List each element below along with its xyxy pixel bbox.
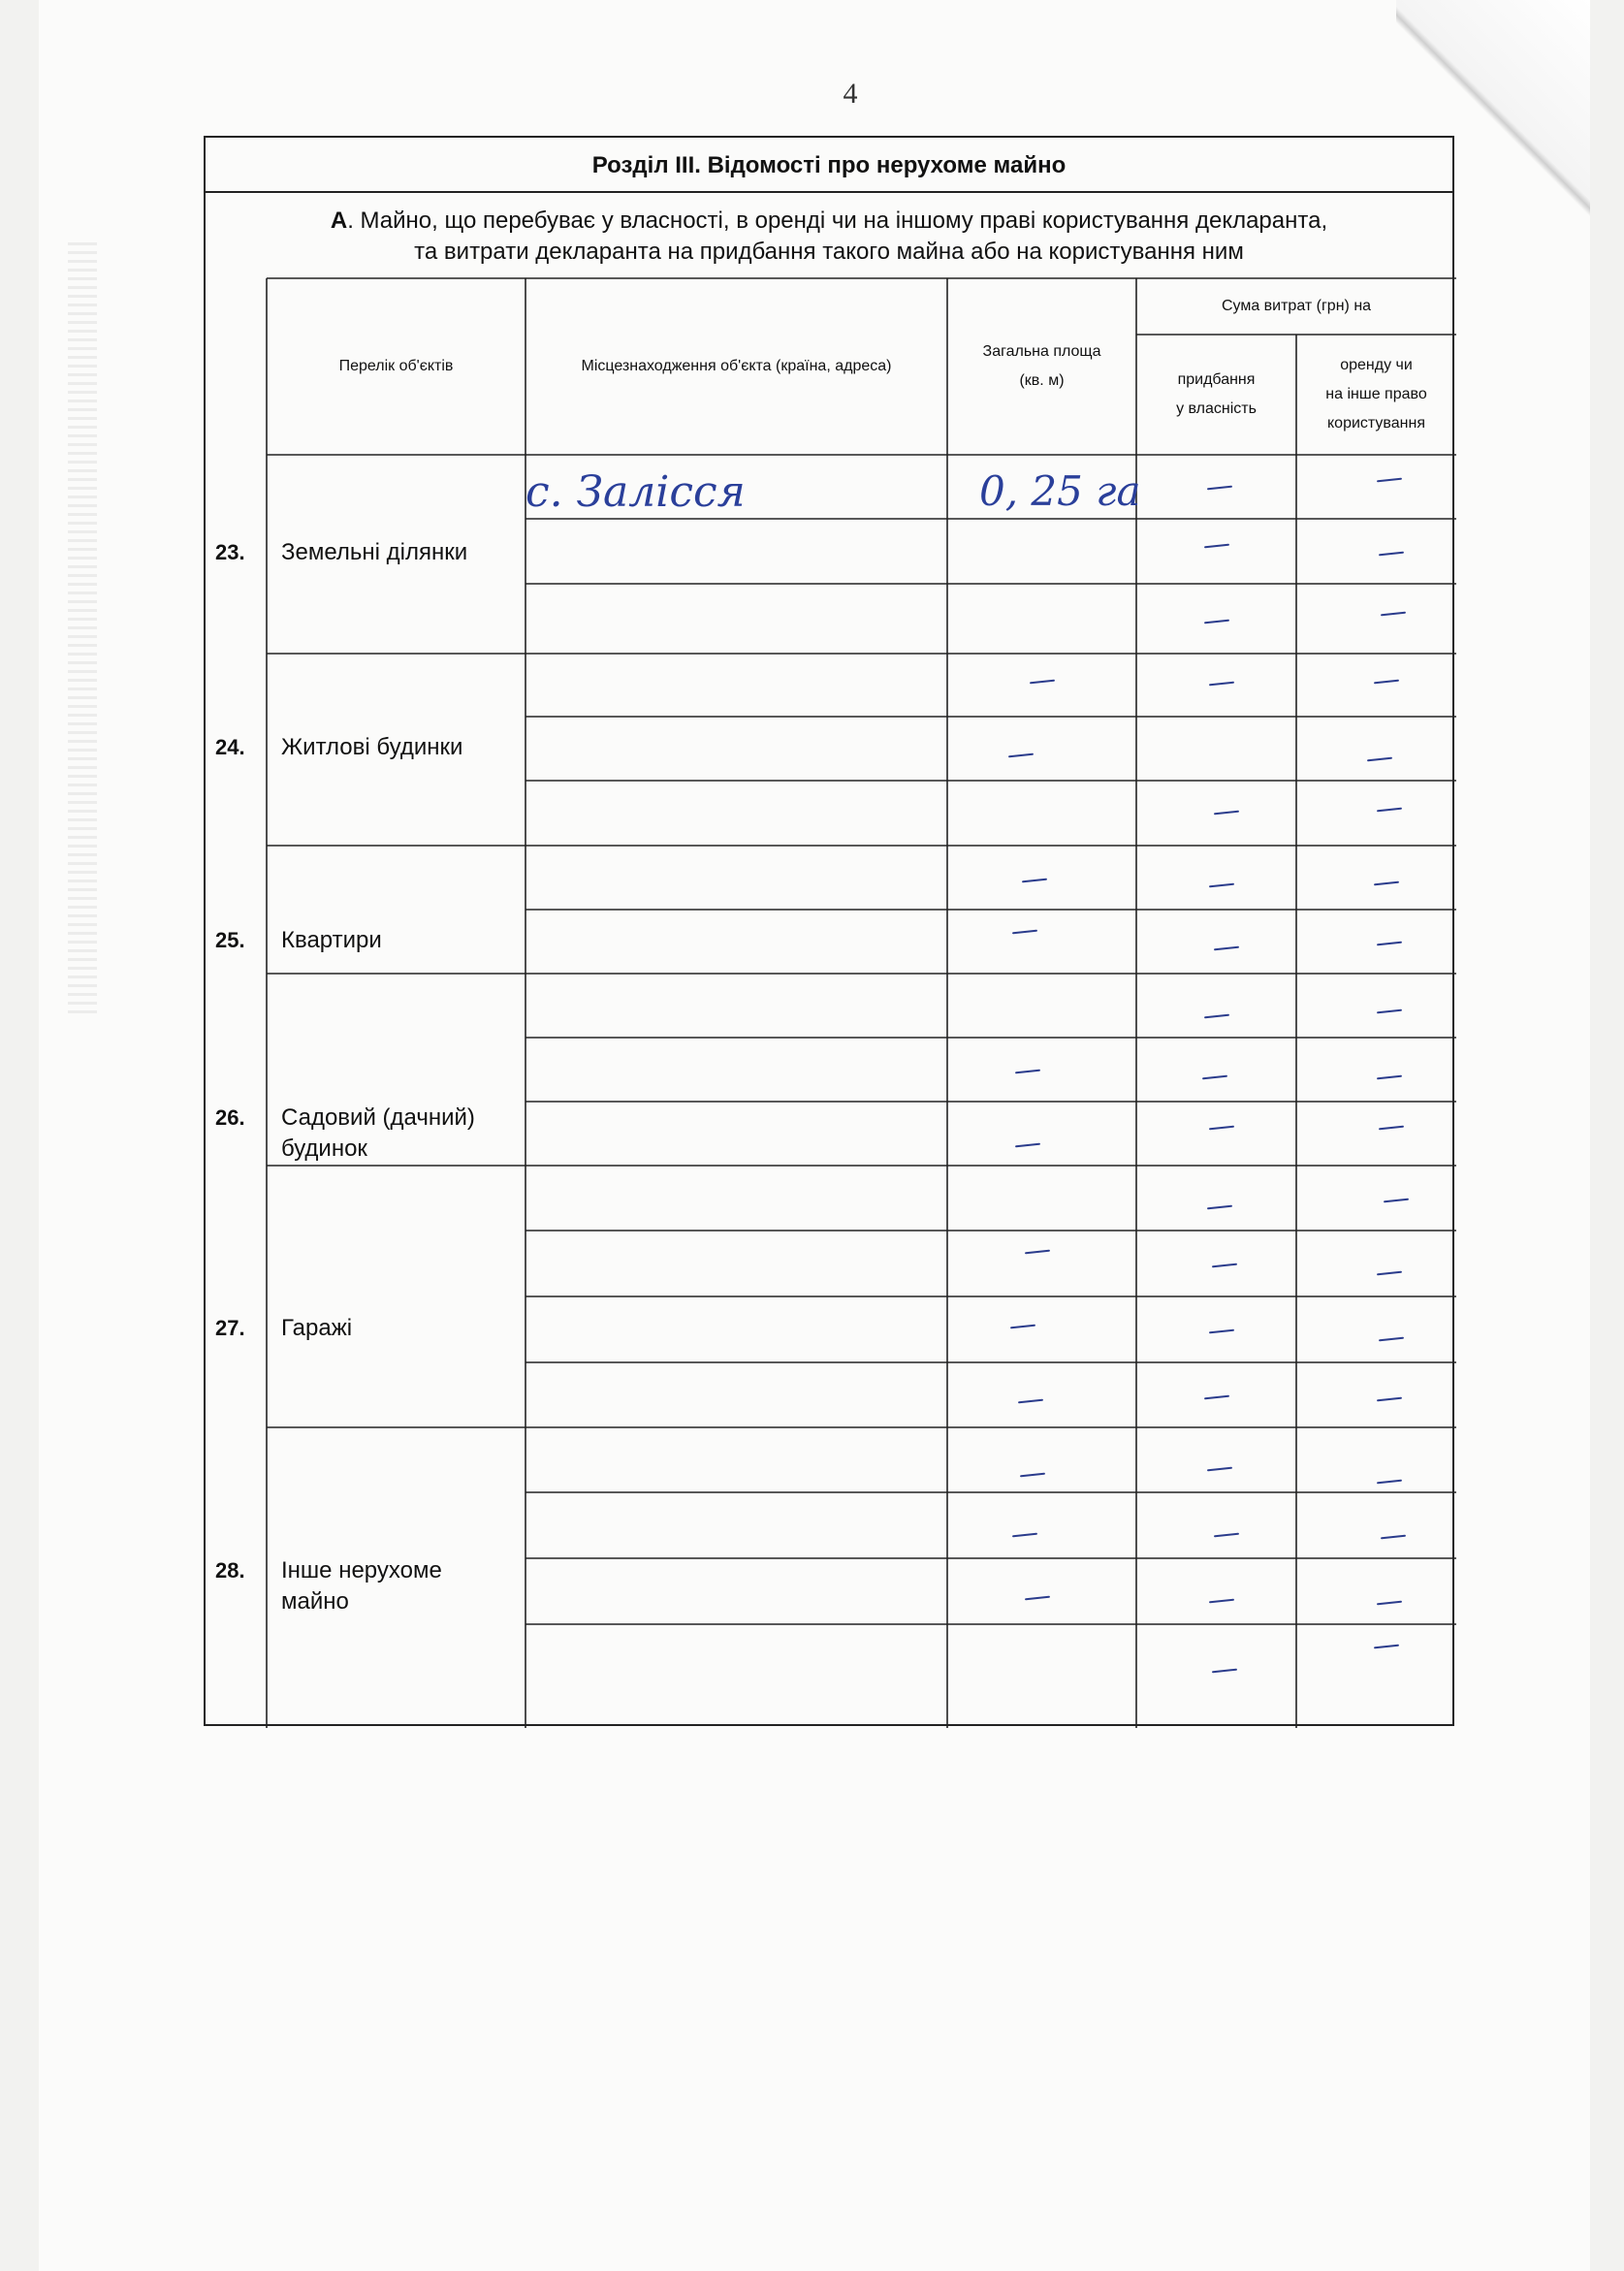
row-label-garden-house-line-1: Садовий (дачний) xyxy=(281,1104,475,1131)
scan-edge-noise xyxy=(68,242,97,1018)
row-label-apartments: Квартири xyxy=(281,927,382,953)
section-title: Розділ ІІІ. Відомості про нерухоме майно xyxy=(206,138,1452,193)
row-label-garden-house xyxy=(281,1103,475,1165)
header-rent-line-1: оренду чи xyxy=(1340,357,1413,373)
header-expenses xyxy=(1136,278,1456,335)
header-rent-line-3: користування xyxy=(1327,415,1425,432)
header-purchase xyxy=(1136,335,1296,455)
row-number-26: 26. xyxy=(215,1105,245,1130)
header-purchase-line-1: придбання xyxy=(1177,371,1256,388)
row-label-other-line-1: Інше нерухоме xyxy=(281,1557,442,1583)
subtitle-line-2: та витрати декларанта на придбання такого майна або на користування ним xyxy=(414,239,1244,265)
row-number-23: 23. xyxy=(215,540,245,564)
row-label-other-property xyxy=(281,1555,442,1617)
real-estate-form xyxy=(204,136,1454,1726)
subtitle-line-1: . Майно, що перебуває у власності, в оренді чи на іншому праві користування декларанта, xyxy=(347,208,1328,234)
header-area-line-1: Загальна площа xyxy=(982,343,1101,360)
document-sheet xyxy=(39,0,1590,2271)
row-number-24: 24. xyxy=(215,735,245,759)
header-rent-line-2: на інше право xyxy=(1325,386,1427,402)
header-purchase-line-2: у власність xyxy=(1176,400,1257,417)
header-location xyxy=(525,278,947,455)
header-expenses-text: Сума витрат (грн) на xyxy=(1221,298,1372,314)
header-area-line-2: (кв. м) xyxy=(1019,372,1065,389)
row-label-garages: Гаражі xyxy=(281,1315,353,1341)
row-number-25: 25. xyxy=(215,928,245,952)
handwritten-area: 0, 25 га xyxy=(979,467,1141,515)
header-objects xyxy=(267,278,525,455)
row-number-27: 27. xyxy=(215,1316,245,1340)
row-number-28: 28. xyxy=(215,1558,245,1583)
row-label-garden-house-line-2: будинок xyxy=(281,1136,367,1162)
subtitle-prefix: А xyxy=(330,208,348,234)
header-location-text: Місцезнаходження об'єкта (країна, адреса) xyxy=(581,358,892,374)
header-objects-text: Перелік об'єктів xyxy=(338,358,454,374)
page-number: 4 xyxy=(843,78,858,110)
handwritten-location: с. Залісся xyxy=(525,467,746,517)
row-label-other-line-2: майно xyxy=(281,1588,349,1615)
header-area xyxy=(947,278,1136,455)
row-label-houses: Житлові будинки xyxy=(281,734,463,760)
row-label-land: Земельні ділянки xyxy=(281,539,468,565)
header-rent xyxy=(1296,335,1456,455)
